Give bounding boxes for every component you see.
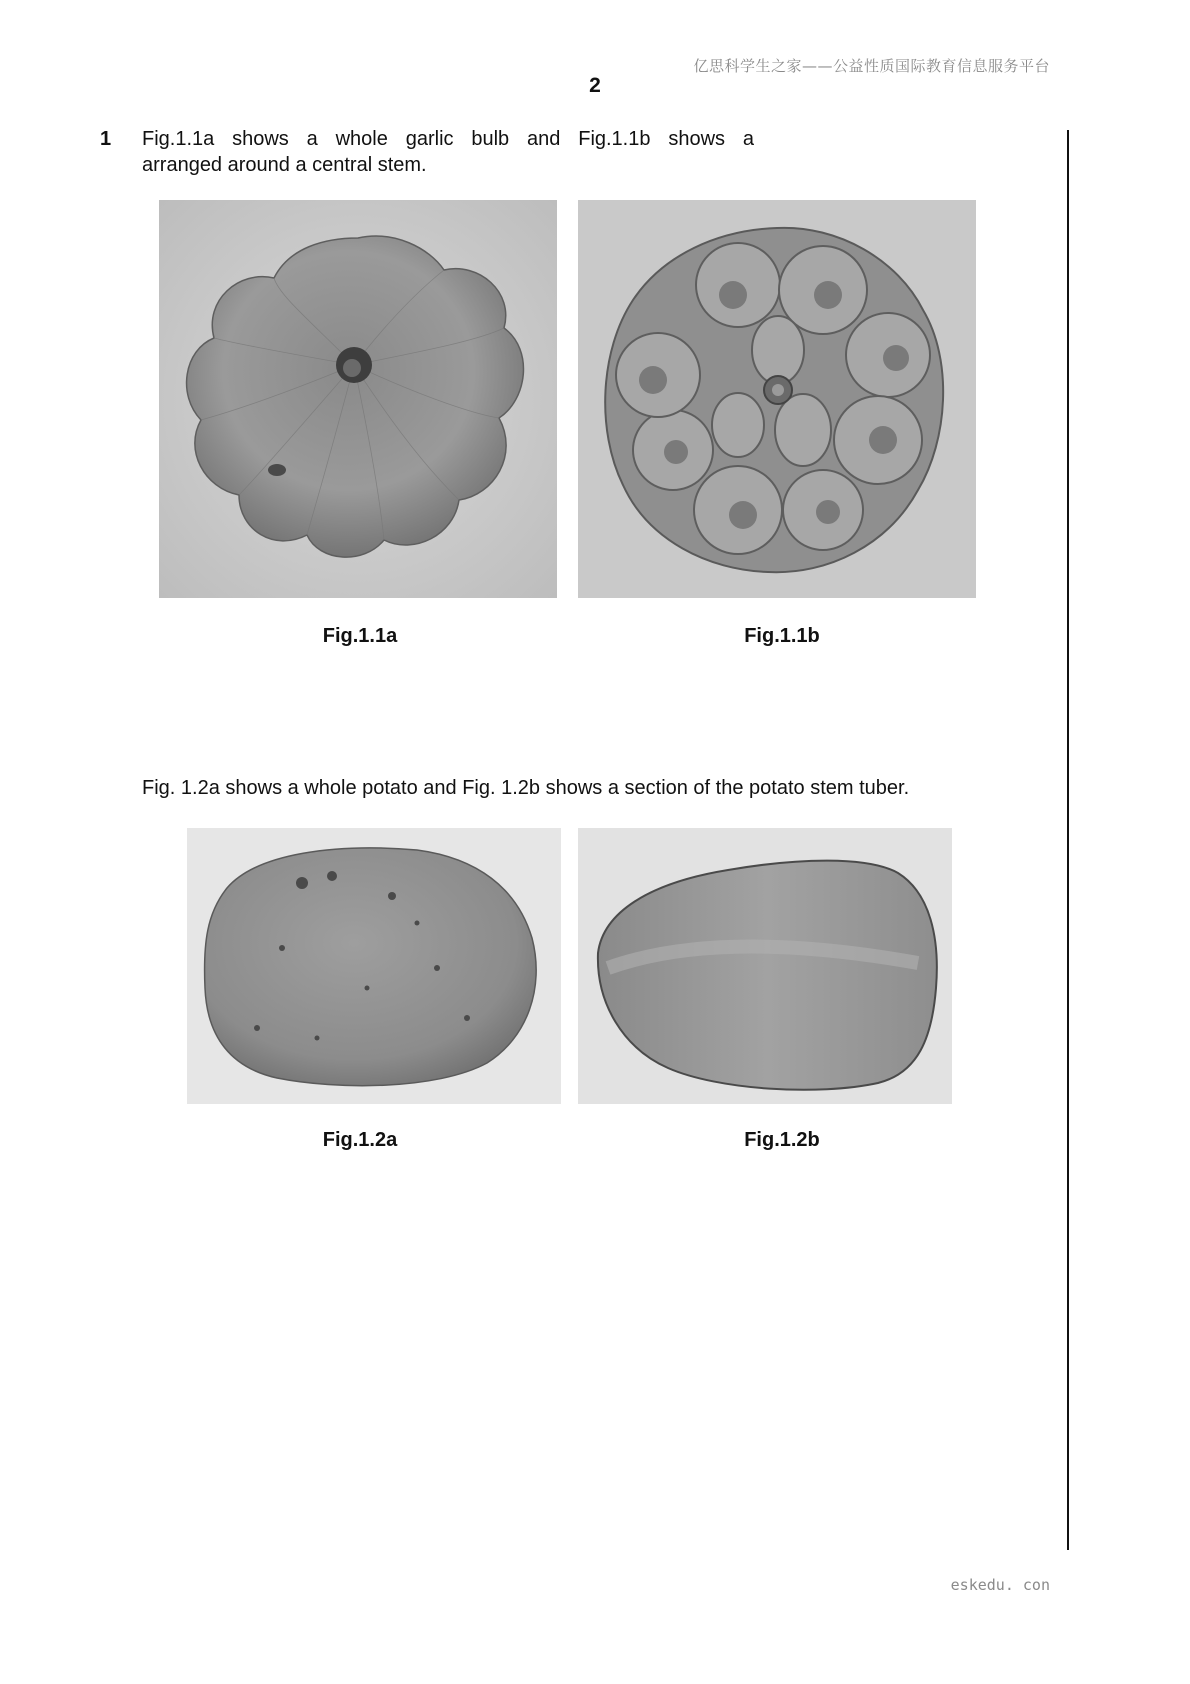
fig-1-2b-caption: Fig.1.2b <box>744 1129 820 1151</box>
garlic-section-image <box>578 200 976 598</box>
question-text-line2: arranged around a central stem. <box>142 154 427 176</box>
page-number: 2 <box>589 74 601 97</box>
fig-1-1b-caption: Fig.1.1b <box>744 625 820 647</box>
potato-section-image <box>578 828 952 1104</box>
fig-1-2a-caption: Fig.1.2a <box>322 1129 398 1151</box>
footer-site: eskedu. con <box>950 1576 1050 1594</box>
margin-line <box>1067 130 1069 1550</box>
paragraph-2: Fig. 1.2a shows a whole potato and Fig. 1.2b shows a section of the potato stem tuber. <box>142 777 910 799</box>
question-text-line1: Fig.1.1a shows a whole garlic bulb and Fig.1.1b shows a <box>142 128 754 150</box>
question-text <box>142 126 754 178</box>
fig-1-1a-caption: Fig.1.1a <box>322 625 398 647</box>
garlic-bulb-image <box>159 200 557 598</box>
potato-whole-image <box>187 828 561 1104</box>
question-number: 1 <box>100 128 112 150</box>
header-site-title: 亿思科学生之家——公益性质国际教育信息服务平台 <box>693 57 1050 75</box>
